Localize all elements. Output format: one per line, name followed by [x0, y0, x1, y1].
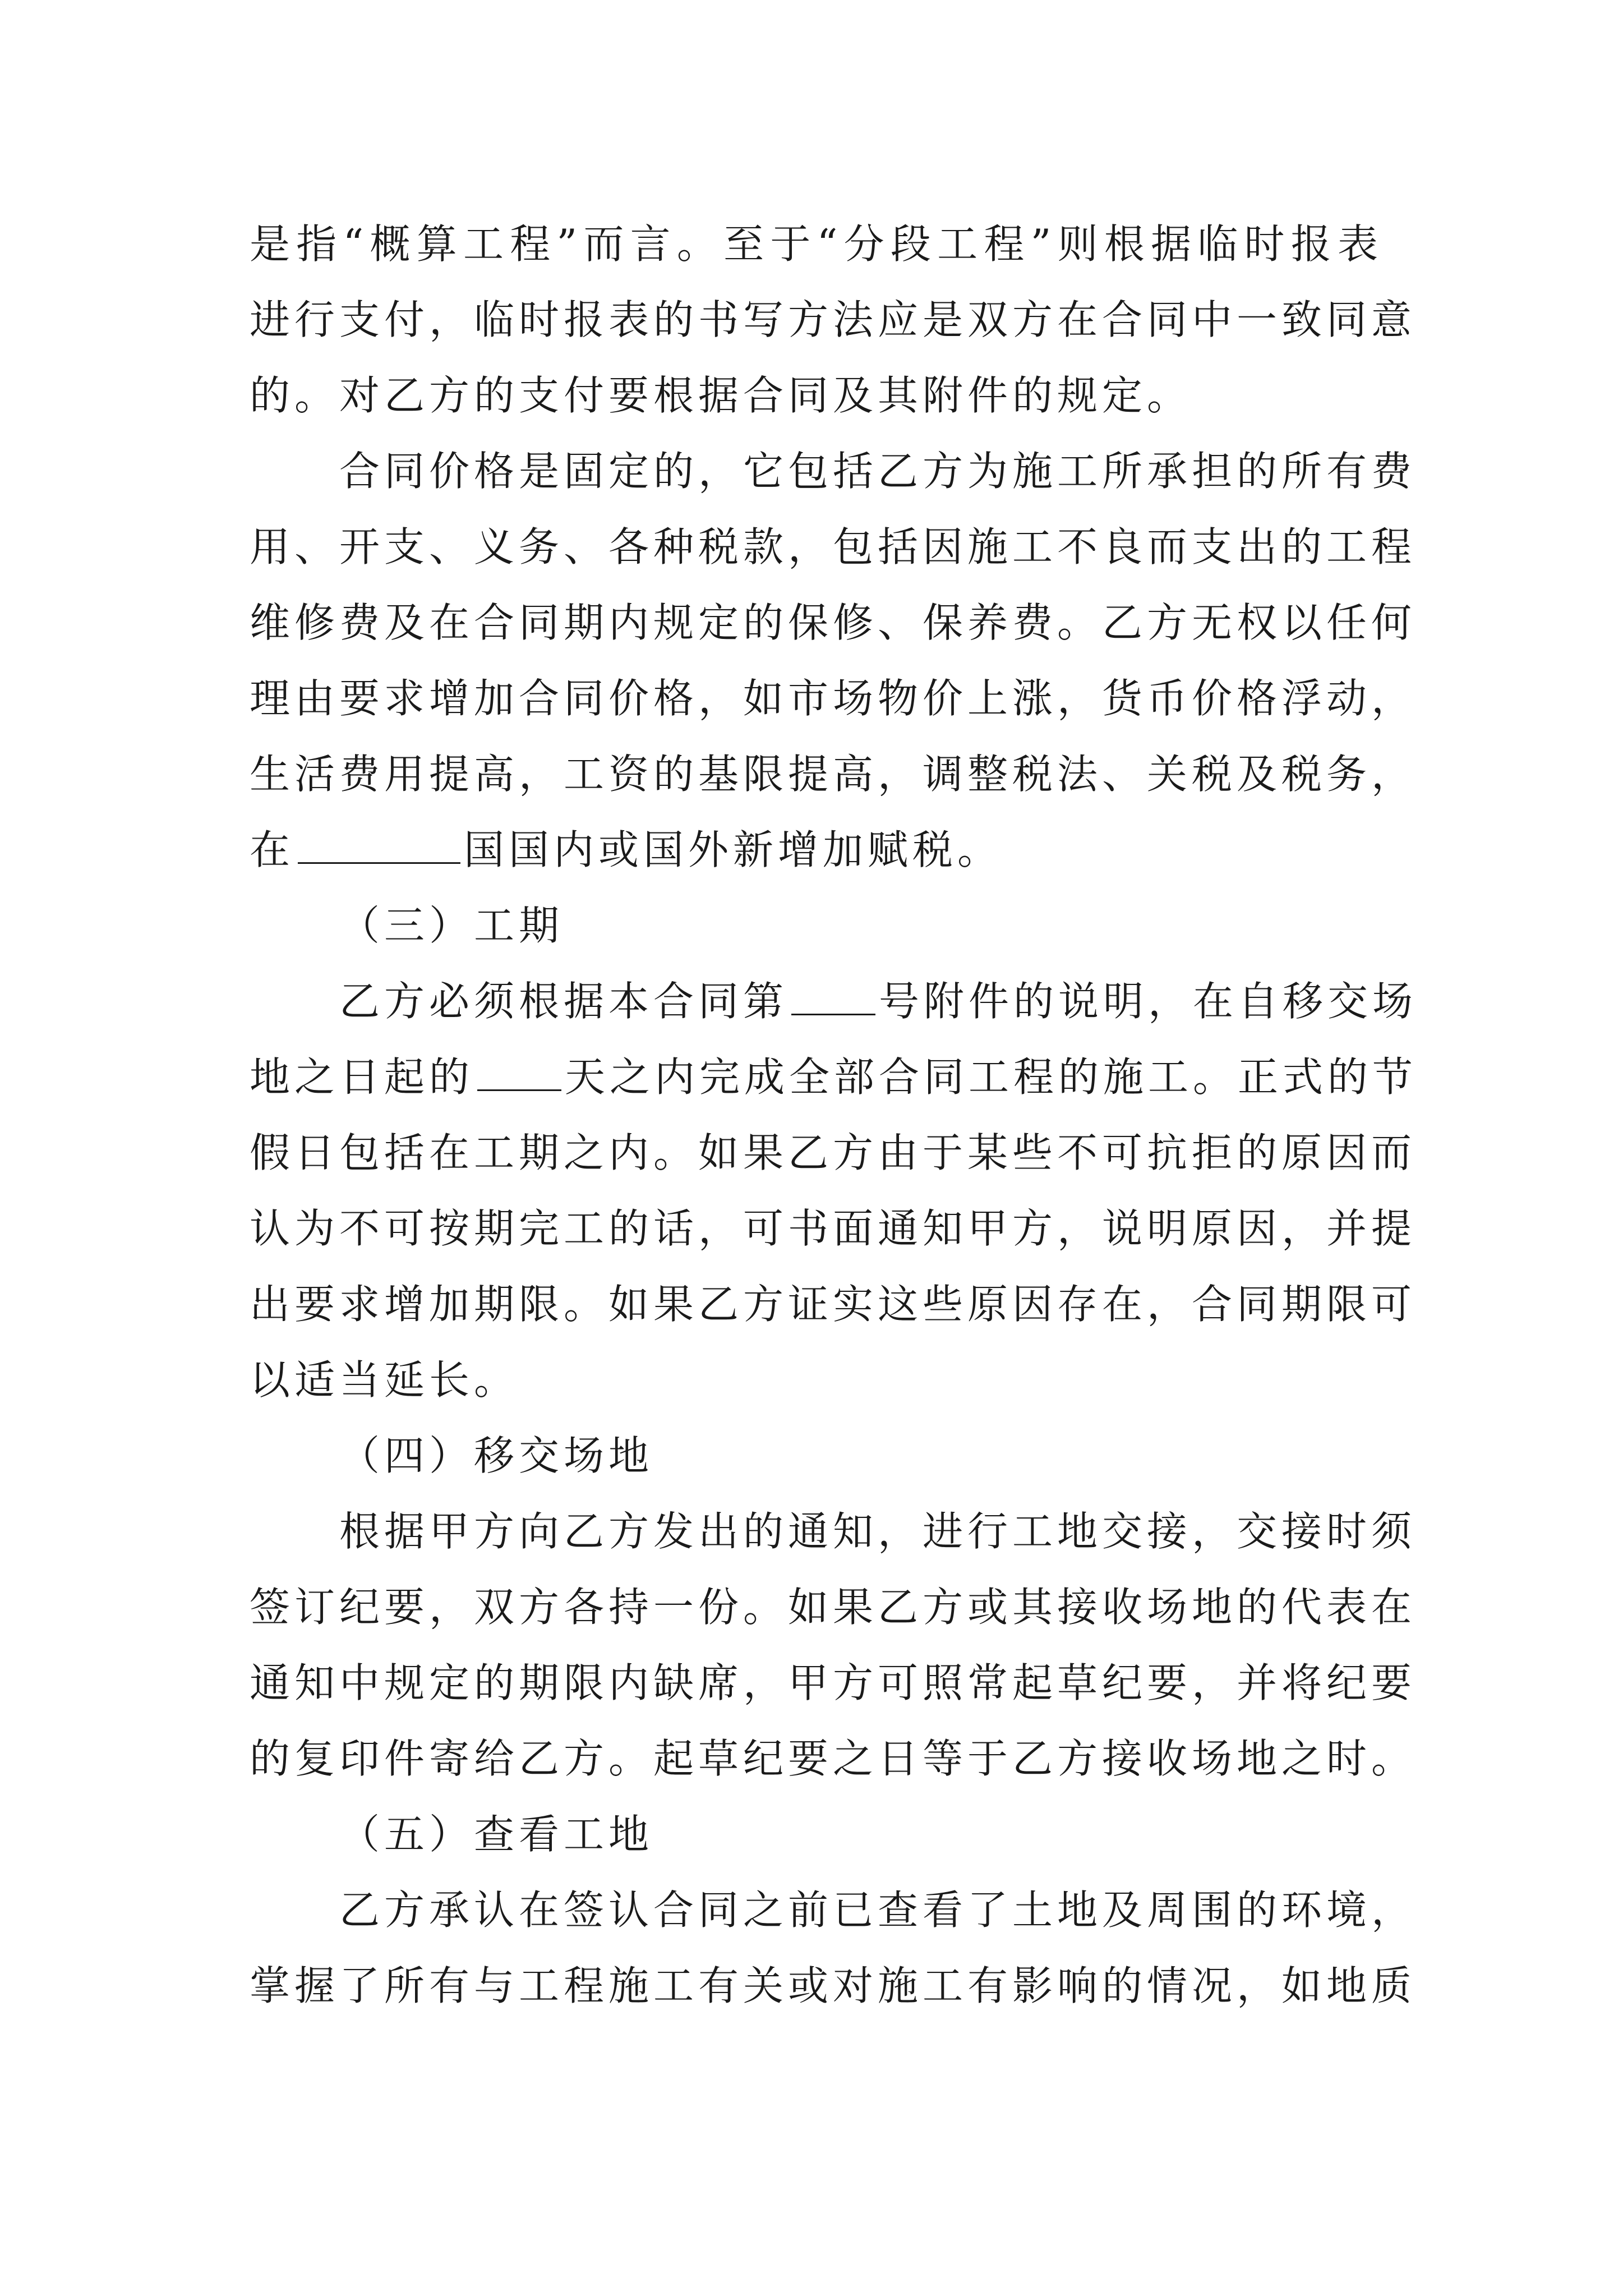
- text-line: 理由要求增加合同价格，如市场物价上涨，货币价格浮动，: [250, 675, 1417, 722]
- fill-in-blank: [791, 974, 875, 1015]
- text-line: 的。对乙方的支付要根据合同及其附件的规定。: [250, 372, 1192, 419]
- text-line: 通知中规定的期限内缺席，甲方可照常起草纪要，并将纪要: [250, 1659, 1417, 1706]
- text-line: 进行支付，临时报表的书写方法应是双方在合同中一致同意: [250, 296, 1417, 343]
- text-line: 认为不可按期完工的话，可书面通知甲方，说明原因，并提: [250, 1205, 1417, 1252]
- document-body: [250, 206, 1418, 2024]
- text-fragment: 国国内或国外新增加赋税。: [464, 826, 1003, 873]
- text-fragment: 地之日起的: [250, 1053, 474, 1101]
- text-line: 是指“概算工程”而言。至于“分段工程”则根据临时报表: [250, 220, 1382, 268]
- text-fragment: 乙方必须根据本合同第: [339, 978, 789, 1025]
- text-fragment: 天之内完成全部合同工程的施工。正式的节: [565, 1053, 1418, 1101]
- text-line: 掌握了所有与工程施工有关或对施工有影响的情况，如地质: [250, 1962, 1417, 2009]
- text-line-with-blank: [250, 1039, 1418, 1115]
- text-fragment: 号附件的说明，在自移交场: [879, 978, 1418, 1025]
- text-line: 乙方承认在签认合同之前已查看了土地及周围的环境，: [339, 1887, 1417, 1934]
- text-line: 假日包括在工期之内。如果乙方由于某些不可抗拒的原因而: [250, 1129, 1417, 1176]
- text-line: 的复印件寄给乙方。起草纪要之日等于乙方接收场地之时。: [250, 1735, 1417, 1782]
- text-line: 根据甲方向乙方发出的通知，进行工地交接，交接时须: [339, 1508, 1417, 1555]
- section-heading: （四）移交场地: [339, 1432, 654, 1479]
- text-line-with-blank: [250, 812, 1382, 888]
- section-heading: （三）工期: [339, 902, 564, 949]
- text-line: 用、开支、义务、各种税款，包括因施工不良而支出的工程: [250, 523, 1417, 570]
- section-heading: （五）查看工地: [339, 1811, 654, 1858]
- text-fragment: 在: [250, 826, 295, 873]
- text-line: 合同价格是固定的，它包括乙方为施工所承担的所有费: [339, 448, 1417, 495]
- fill-in-blank: [477, 1050, 561, 1091]
- fill-in-blank: [298, 823, 460, 864]
- text-line: 出要求增加期限。如果乙方证实这些原因存在，合同期限可: [250, 1281, 1417, 1328]
- text-line: 签订纪要，双方各持一份。如果乙方或其接收场地的代表在: [250, 1584, 1417, 1631]
- text-line: 以适当延长。: [250, 1356, 519, 1404]
- text-line-with-blank: [250, 964, 1418, 1039]
- text-line: 维修费及在合同期内规定的保修、保养费。乙方无权以任何: [250, 599, 1417, 646]
- text-line: 生活费用提高，工资的基限提高，调整税法、关税及税务，: [250, 751, 1417, 798]
